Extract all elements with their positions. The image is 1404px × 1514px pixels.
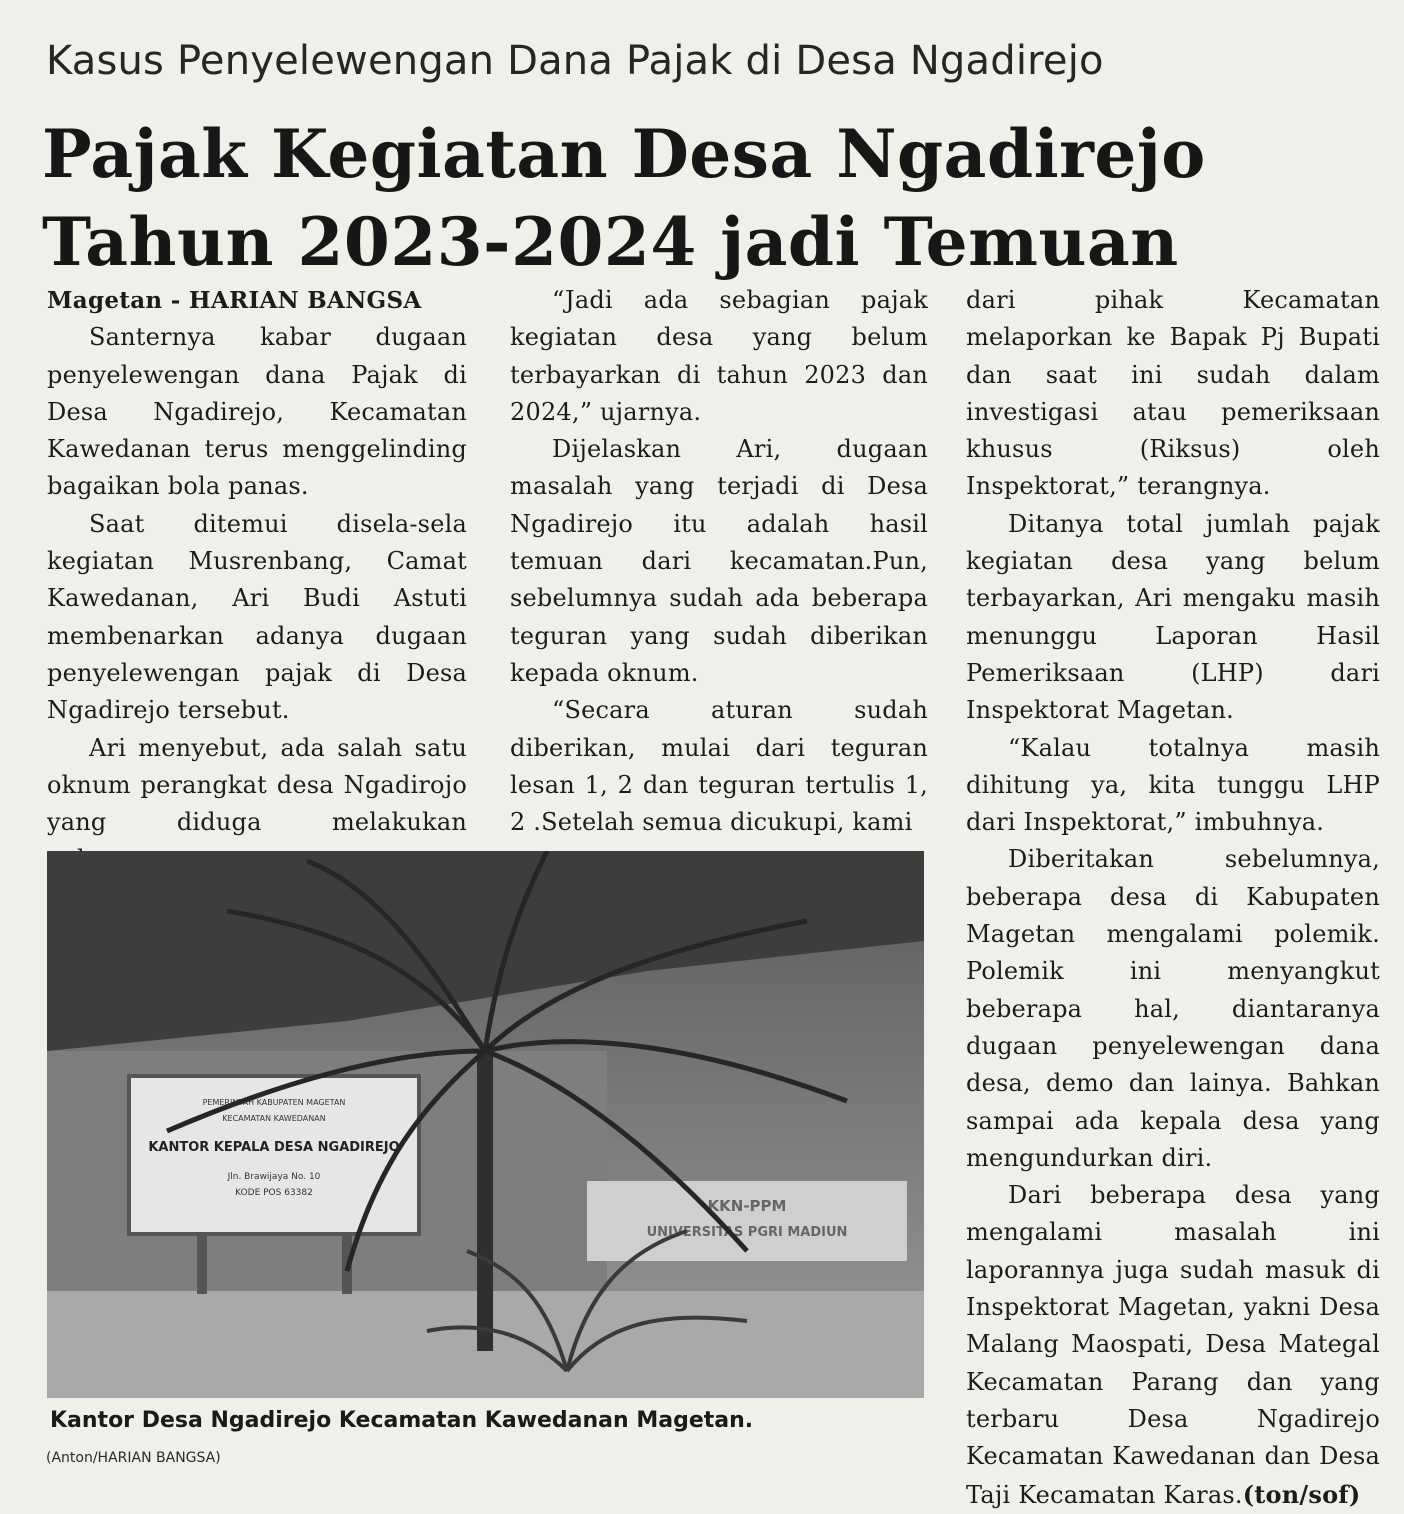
paragraph: Dijelaskan Ari, dugaan masalah yang terjadi di Desa Ngadirejo itu adalah hasil temuan dari kecamatan.Pun, sebelumnya sudah ada beberapa teguran yang sudah diberikan kepada oknum. — [510, 435, 928, 687]
paragraph: Ditanya total jumlah pajak kegiatan desa yang belum terbayarkan, Ari mengaku masih menunggu Laporan Hasil Pemeriksaan (LHP) dari Inspektorat Magetan. — [966, 509, 1380, 725]
paragraph: dari pihak Kecamatan melaporkan ke Bapak Pj Bupati dan saat ini sudah dalam investigasi atau pemeriksaan khusus (Riksus) oleh Inspektorat,” terangnya. — [966, 286, 1380, 501]
article-photo — [47, 851, 924, 1398]
article-column-1 — [47, 282, 467, 879]
sign-line: Jln. Brawijaya No. 10 — [227, 1172, 321, 1182]
sign-post — [197, 1234, 207, 1294]
paragraph-text: Dari beberapa desa yang mengalami masalah ini laporannya juga sudah masuk di Inspektorat Magetan, yakni Desa Malang Maospati, Desa Mategal Kecamatan Parang dan yang terbaru Desa Ngadirejo Kecamatan Kawedanan dan Desa Taji Kecamatan Karas. — [966, 1181, 1380, 1509]
sign-line: KODE POS 63382 — [235, 1188, 313, 1198]
photo-illustration — [47, 851, 924, 1398]
headline-line-2: Tahun 2023-2024 jadi Temuan — [42, 203, 1179, 281]
article-column-3 — [966, 282, 1380, 1514]
palm-trunk — [477, 1051, 493, 1351]
paragraph: Santernya kabar dugaan penyelewengan dana Pajak di Desa Ngadirejo, Kecamatan Kawedanan terus menggelinding bagaikan bola panas. — [47, 323, 467, 501]
banner-line: KKN-PPM — [707, 1197, 787, 1215]
paragraph: “Jadi ada sebagian pajak kegiatan desa yang belum terbayarkan di tahun 2023 dan 2024,” ujarnya. — [510, 286, 928, 426]
paragraph: “Kalau totalnya masih dihitung ya, kita tunggu LHP dari Inspektorat,” imbuhnya. — [966, 733, 1380, 837]
photo-caption: Kantor Desa Ngadirejo Kecamatan Kawedanan Magetan. — [50, 1408, 754, 1433]
kicker: Kasus Penyelewengan Dana Pajak di Desa Ngadirejo — [46, 38, 1104, 84]
sign-title: KANTOR KEPALA DESA NGADIREJO — [148, 1140, 400, 1155]
signoff: (ton/sof) — [1242, 1479, 1361, 1509]
paragraph-last — [966, 1177, 1380, 1514]
paragraph: Diberitakan sebelumnya, beberapa desa di Kabupaten Magetan mengalami polemik. Polemik ini menyangkut beberapa hal, diantaranya dugaan penyelewengan dana desa, demo dan lainya. Bahkan sampai ada kepala desa yang mengundurkan diri. — [966, 845, 1380, 1172]
paragraph: Saat ditemui disela-sela kegiatan Musrenbang, Camat Kawedanan, Ari Budi Astuti membenarkan adanya dugaan penyelewengan pajak di Desa Ngadirejo tersebut. — [47, 509, 467, 725]
paragraph: “Secara aturan sudah diberikan, mulai dari teguran lesan 1, 2 dan teguran tertulis 1, 2 .Setelah semua dicukupi, kami — [510, 696, 928, 837]
dateline: Magetan - HARIAN BANGSA — [47, 287, 422, 314]
photo-credit: (Anton/HARIAN BANGSA) — [46, 1450, 221, 1466]
sign-line: KECAMATAN KAWEDANAN — [222, 1114, 326, 1123]
headline-line-1: Pajak Kegiatan Desa Ngadirejo — [42, 115, 1206, 193]
banner-line: UNIVERSITAS PGRI MADIUN — [646, 1225, 848, 1240]
sign-line: PEMERINTAH KABUPATEN MAGETAN — [202, 1098, 346, 1107]
paragraph: Ari menyebut, ada salah satu oknum perangkat desa Ngadirojo yang diduga melakukan — [47, 733, 467, 837]
article-column-2 — [510, 282, 928, 841]
headline — [42, 110, 1372, 286]
